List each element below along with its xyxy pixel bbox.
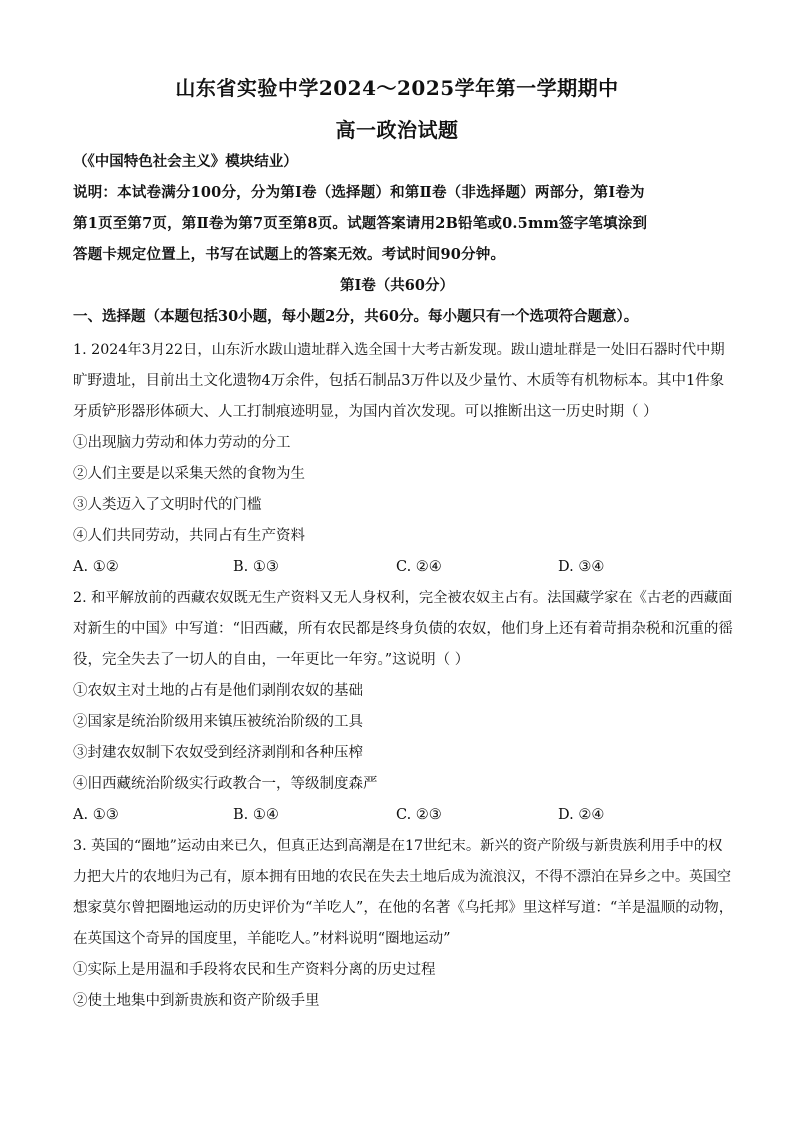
question-1-item-4: ④人们共同劳动，共同占有生产资料	[73, 528, 305, 544]
question-2-stem-line-2: 对新生的中国》中写道：“旧西藏，所有农民都是终身负债的农奴，他们身上还有着苛捐杂税和沉重的徭	[73, 621, 733, 637]
question-1-option-b[interactable]: B. ①③	[233, 559, 279, 575]
exam-title: 山东省实验中学2024～2025学年第一学期期中	[175, 76, 619, 100]
question-3-item-2: ②使土地集中到新贵族和资产阶级手里	[73, 993, 320, 1009]
question-2-stem-line-1: 2. 和平解放前的西藏农奴既无生产资料又无人身权利，完全被农奴主占有。法国藏学家在《古老的西藏面	[73, 590, 733, 606]
question-1-stem-line-1: 1. 2024年3月22日，山东沂水跋山遗址群入选全国十大考古新发现。跋山遗址群是一处旧石器时代中期	[73, 342, 725, 358]
question-3-stem-line-4: 在英国这个奇异的国度里，羊能吃人。”材料说明“圈地运动”	[73, 931, 451, 947]
section-title: 一、选择题（本题包括30小题，每小题2分，共60分。每小题只有一个选项符合题意）。	[73, 308, 639, 325]
question-2-stem-line-3: 役，完全失去了一切人的自由，一年更比一年穷。”这说明（ ）	[73, 652, 470, 668]
question-1-item-1: ①出现脑力劳动和体力劳动的分工	[73, 435, 291, 451]
question-2-option-d[interactable]: D. ②④	[558, 807, 605, 823]
question-3-stem-line-3: 想家莫尔曾把圈地运动的历史评价为“羊吃人”，在他的名著《乌托邦》里这样写道：“羊是温顺的动物，	[73, 900, 734, 916]
question-1-item-3: ③人类迈入了文明时代的门槛	[73, 497, 262, 513]
question-2-item-4: ④旧西藏统治阶级实行政教合一，等级制度森严	[73, 776, 378, 792]
question-1-stem-line-3: 牙质铲形器形体硕大、人工打制痕迹明显，为国内首次发现。可以推断出这一历史时期（ ）	[73, 404, 658, 420]
question-2-item-2: ②国家是统治阶级用来镇压被统治阶级的工具	[73, 714, 363, 730]
question-2-item-1: ①农奴主对土地的占有是他们剥削农奴的基础	[73, 683, 363, 699]
question-3-stem-line-2: 力把大片的农地归为己有，原本拥有田地的农民在失去土地后成为流浪汉，不得不漂泊在异乡之中。英国空	[73, 869, 731, 885]
question-2-option-b[interactable]: B. ①④	[233, 807, 279, 823]
question-2-option-c[interactable]: C. ②③	[396, 807, 442, 823]
exam-subtitle: 高一政治试题	[335, 118, 459, 142]
instructions-line-2: 第1页至第7页，第Ⅱ卷为第7页至第8页。试题答案请用2B铅笔或0.5mm签字笔填涂到	[73, 215, 648, 232]
question-1-stem-line-2: 旷野遗址，目前出土文化遗物4万余件，包括石制品3万件以及少量竹、木质等有机物标本。其中1件象	[73, 373, 725, 389]
volume-title: 第Ⅰ卷（共60分）	[340, 277, 454, 294]
instructions-line-3: 答题卡规定位置上，书写在试题上的答案无效。考试时间90分钟。	[73, 246, 506, 263]
question-3-item-1: ①实际上是用温和手段将农民和生产资料分离的历史过程	[73, 962, 436, 978]
question-3-stem-line-1: 3. 英国的“圈地”运动由来已久，但真正达到高潮是在17世纪末。新兴的资产阶级与新贵族利用手中的权	[73, 838, 723, 854]
question-1-option-d[interactable]: D. ③④	[558, 559, 605, 575]
question-1-option-c[interactable]: C. ②④	[396, 559, 442, 575]
question-1-item-2: ②人们主要是以采集天然的食物为生	[73, 466, 305, 482]
instructions-line-1: 说明：本试卷满分100分，分为第Ⅰ卷（选择题）和第Ⅱ卷（非选择题）两部分，第Ⅰ卷为	[73, 184, 645, 201]
module-note: （《中国特色社会主义》模块结业）	[73, 153, 298, 170]
question-2-item-3: ③封建农奴制下农奴受到经济剥削和各种压榨	[73, 745, 363, 761]
question-1-option-a[interactable]: A. ①②	[73, 559, 119, 575]
question-2-option-a[interactable]: A. ①③	[73, 807, 119, 823]
